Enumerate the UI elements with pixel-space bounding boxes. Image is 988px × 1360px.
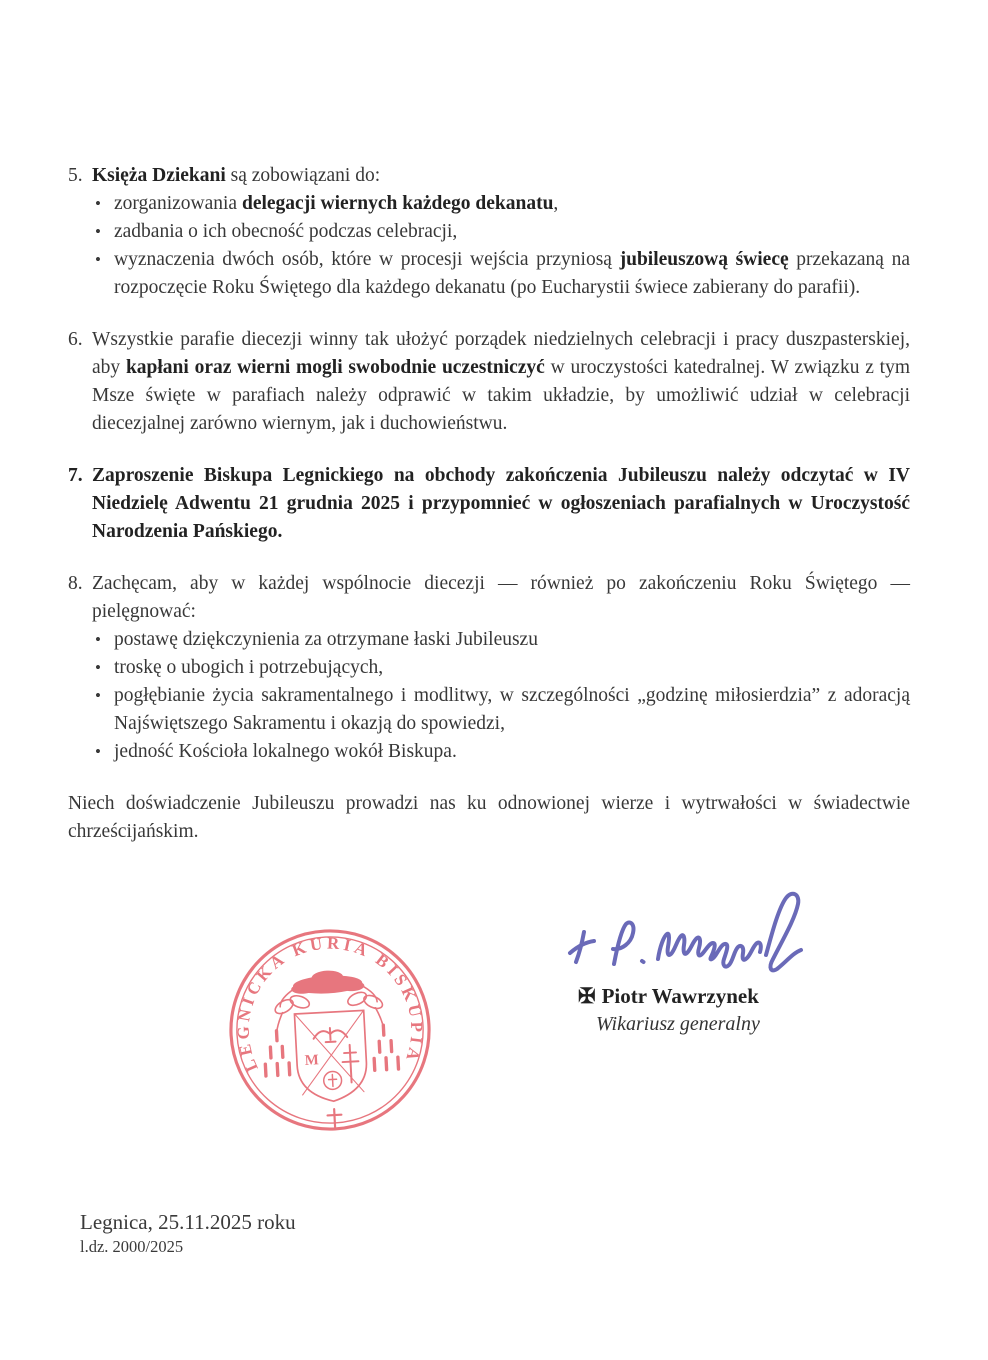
reference-number: l.dz. 2000/2025 bbox=[80, 1237, 184, 1256]
numbered-item bbox=[68, 326, 910, 438]
bullet-marker-icon: • bbox=[95, 194, 101, 213]
numbered-item bbox=[68, 570, 910, 766]
bullet-marker-icon: • bbox=[95, 630, 101, 649]
numbered-item bbox=[68, 162, 910, 302]
bullet-item bbox=[92, 682, 910, 738]
galero-hat-icon bbox=[290, 969, 364, 996]
svg-text:LEGNICKA KURIA BISKUPIA bbox=[229, 929, 429, 1075]
bullet-item bbox=[92, 246, 910, 302]
item-number: 5. bbox=[68, 165, 83, 186]
tassels-left-icon bbox=[264, 1030, 290, 1076]
bullet-text: zadbania o ich obecność podczas celebracji, bbox=[114, 221, 458, 242]
signer-block bbox=[578, 982, 760, 1038]
item-number: 8. bbox=[68, 573, 83, 594]
bullet-marker-icon: • bbox=[95, 686, 101, 705]
bullet-list bbox=[92, 626, 910, 766]
numbered-item bbox=[68, 462, 910, 546]
patriarchal-cross-icon bbox=[342, 1044, 360, 1082]
bullet-item bbox=[92, 738, 910, 766]
bullet-marker-icon: • bbox=[95, 658, 101, 677]
host-cross-icon bbox=[323, 1071, 342, 1090]
closing-paragraph: Niech doświadczenie Jubileuszu prowadzi nas ku odnowionej wierze i wytrwałości w świadectwie chrześcijańskim. bbox=[68, 793, 910, 842]
curia-stamp bbox=[221, 919, 440, 1142]
item-number: 6. bbox=[68, 329, 83, 350]
bullet-list bbox=[92, 190, 910, 302]
bullet-item bbox=[92, 654, 910, 682]
episcopal-cross-icon: ✠ bbox=[578, 984, 596, 1008]
item-paragraph: Wszystkie parafie diecezji winny tak ułożyć porządek niedzielnych celebracji i pracy duszpasterskiej, aby kapłani oraz wierni mogli swobodnie uczestniczyć w uroczystości katedralnej. W związku z tym Msze święte w parafiach należy odprawić w takim układzie, by umożliwić udział w celebracji diecezjalnej zarówno wiernym, jak i duchowieństwu. bbox=[92, 329, 910, 434]
stamp-ring-text: LEGNICKA KURIA BISKUPIA bbox=[233, 933, 427, 1075]
item-paragraph: Zaproszenie Biskupa Legnickiego na obchody zakończenia Jubileuszu należy odczytać w IV Niedzielę Adwentu 21 grudnia 2025 i przypomnieć w ogłoszeniach parafialnych w Uroczystość Narodzenia Pańskiego. bbox=[92, 465, 910, 542]
document-body bbox=[68, 162, 910, 846]
latin-cross-icon bbox=[327, 1109, 342, 1128]
monogram-m: M bbox=[304, 1052, 320, 1070]
stamp-seal-graphic bbox=[221, 919, 440, 1142]
footer bbox=[80, 1208, 296, 1258]
signer-name-line bbox=[578, 982, 760, 1010]
bullet-text: wyznaczenia dwóch osób, które w procesji wejścia przyniosą jubileuszową świecę przekazaną na rozpoczęcie Roku Świętego dla każdego dekanatu (po Eucharystii świece zabierany do parafii). bbox=[114, 249, 910, 298]
bullet-item bbox=[92, 218, 910, 246]
bullet-text: jedność Kościoła lokalnego wokół Biskupa. bbox=[114, 741, 457, 762]
bullet-item bbox=[92, 626, 910, 654]
bullet-marker-icon: • bbox=[95, 250, 101, 269]
signer-title: Wikariusz generalny bbox=[596, 1013, 760, 1035]
place-and-date: Legnica, 25.11.2025 roku bbox=[80, 1210, 296, 1234]
bullet-text: postawę dziękczynienia za otrzymane łaski Jubileuszu bbox=[114, 629, 538, 650]
numbered-list bbox=[68, 162, 910, 766]
item-paragraph: Zachęcam, aby w każdej wspólnocie diecezji — również po zakończeniu Roku Świętego — pielęgnować: bbox=[92, 573, 910, 622]
tassels-right-icon bbox=[372, 1025, 398, 1071]
bullet-text: zorganizowania delegacji wiernych każdego dekanatu, bbox=[114, 193, 559, 214]
signer-name: Piotr Wawrzynek bbox=[601, 984, 759, 1008]
item-number: 7. bbox=[68, 465, 83, 486]
bullet-text: pogłębianie życia sakramentalnego i modlitwy, w szczególności „godzinę miłosierdzia” z adoracją Najświętszego Sakramentu i okazją do spowiedzi, bbox=[114, 685, 910, 734]
bullet-item bbox=[92, 190, 910, 218]
item-paragraph: Księża Dziekani są zobowiązani do: bbox=[92, 165, 381, 186]
bullet-text: troskę o ubogich i potrzebujących, bbox=[114, 657, 384, 678]
bullet-marker-icon: • bbox=[95, 222, 101, 241]
bullet-marker-icon: • bbox=[95, 742, 101, 761]
